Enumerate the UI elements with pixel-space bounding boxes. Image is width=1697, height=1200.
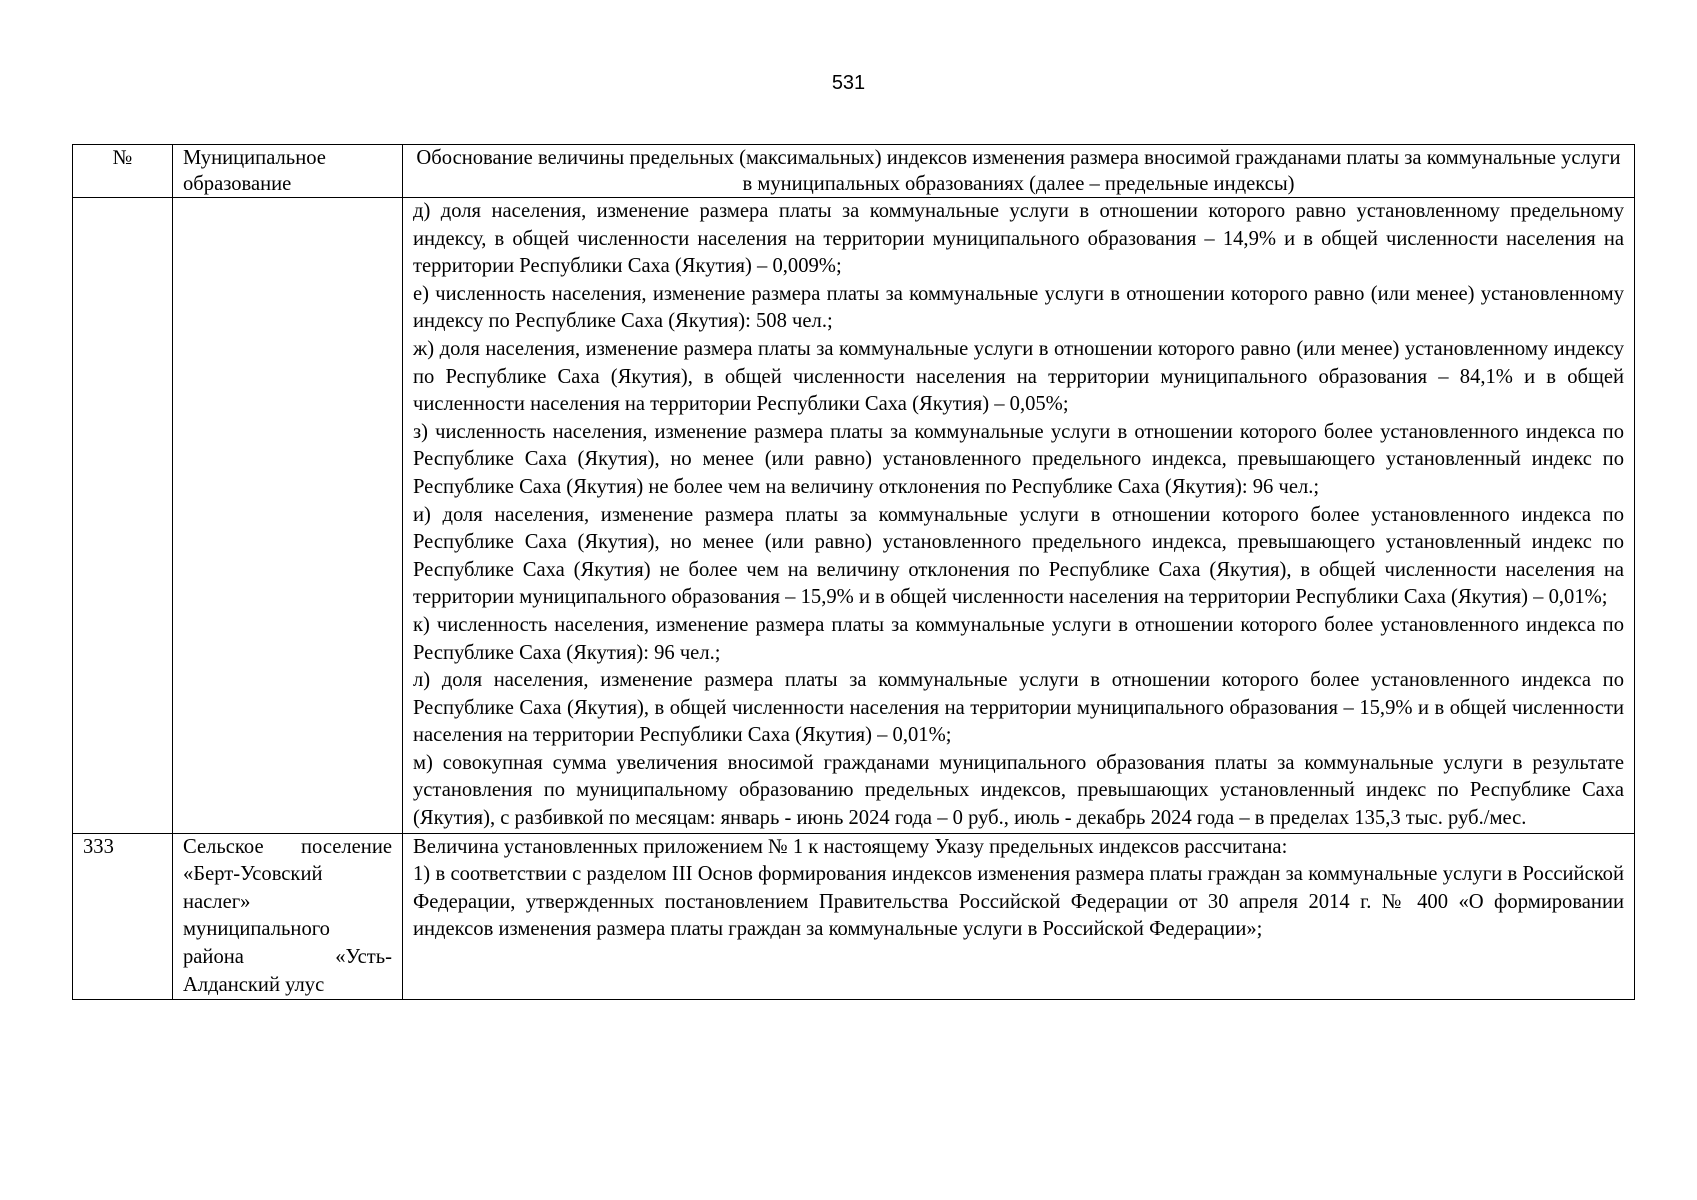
paragraph-e: е) численность населения, изменение размера платы за коммунальные услуги в отношении которого равно (или менее) установленному индексу по Республике Саха (Якутия): 508 чел.;	[413, 282, 1624, 333]
page-number: 531	[831, 72, 866, 94]
paragraph-zh: ж) доля населения, изменение размера платы за коммунальные услуги в отношении которого равно (или менее) установленному индексу по Республике Саха (Якутия), в общей численности населения на территории муниципального образования – 84,1% и в общей численности населения на территории Республики Саха (Якутия) – 0,05%;	[413, 337, 1624, 416]
table-header-row	[73, 145, 1635, 198]
row-number-cell: 333	[73, 833, 173, 1000]
paragraph-1: 1) в соответствии с разделом III Основ формирования индексов изменения размера платы граждан за коммунальные услуги в Российской Федерации, утвержденных постановлением Правительства Российской Федерации от 30 апреля 2014 г. № 400 «О формировании индексов изменения размера платы граждан за коммунальные услуги в Российской Федерации»;	[413, 863, 1624, 941]
paragraph-k: к) численность населения, изменение размера платы за коммунальные услуги в отношении которого более установленного индекса по Республике Саха (Якутия): 96 чел.;	[413, 613, 1624, 664]
header-municipality: Муниципальное образование	[173, 145, 403, 198]
header-justification: Обоснование величины предельных (максимальных) индексов изменения размера вносимой гражданами платы за коммунальные услуги в муниципальных образованиях (далее – предельные индексы)	[403, 145, 1635, 198]
row-justification-cell	[403, 833, 1635, 1000]
paragraph-l: л) доля населения, изменение размера платы за коммунальные услуги в отношении которого более установленного индекса по Республике Саха (Якутия), в общей численности населения на территории муниципального образования – 15,9% и в общей численности населения на территории Республики Саха (Якутия) – 0,01%;	[413, 669, 1624, 747]
indices-table	[72, 144, 1635, 1000]
continuation-justification-cell	[403, 198, 1635, 834]
table-row-continuation	[73, 198, 1635, 834]
header-number: №	[73, 145, 173, 198]
paragraph-intro: Величина установленных приложением № 1 к настоящему Указу предельных индексов рассчитана:	[413, 835, 1288, 858]
continuation-municipality-cell	[173, 198, 403, 834]
paragraph-m: м) совокупная сумма увеличения вносимой гражданами муниципального образования платы за коммунальные услуги в результате установления по муниципальному образованию предельных индексов, превышающих установленный индекс по Республике Саха (Якутия), с разбивкой по месяцам: январь - июнь 2024 года – 0 руб., июль - декабрь 2024 года – в пределах 135,3 тыс. руб./мес.	[413, 751, 1624, 830]
paragraph-z: з) численность населения, изменение размера платы за коммунальные услуги в отношении которого более установленного индекса по Республике Саха (Якутия), но менее (или равно) установленного предельного индекса, превышающего установленный индекс по Республике Саха (Якутия) не более чем на величину отклонения по Республике Саха (Якутия): 96 чел.;	[413, 420, 1624, 498]
row-municipality-cell: Сельское поселение «Берт-Усовский наслег» муниципального района «Усть-Алданский улус	[173, 833, 403, 1000]
paragraph-d: д) доля населения, изменение размера платы за коммунальные услуги в отношении которого равно установленному предельному индексу, в общей численности населения на территории муниципального образования – 14,9% и в общей численности населения на территории Республики Саха (Якутия) – 0,009%;	[413, 200, 1624, 278]
table-row-333	[73, 833, 1635, 1000]
continuation-number-cell	[73, 198, 173, 834]
paragraph-i: и) доля населения, изменение размера платы за коммунальные услуги в отношении которого более установленного индекса по Республике Саха (Якутия), но менее (или равно) установленного предельного индекса, превышающего установленный индекс по Республике Саха (Якутия) не более чем на величину отклонения по Республике Саха (Якутия), в общей численности населения на территории муниципального образования – 15,9% и в общей численности населения на территории Республики Саха (Якутия) – 0,01%;	[413, 503, 1624, 609]
